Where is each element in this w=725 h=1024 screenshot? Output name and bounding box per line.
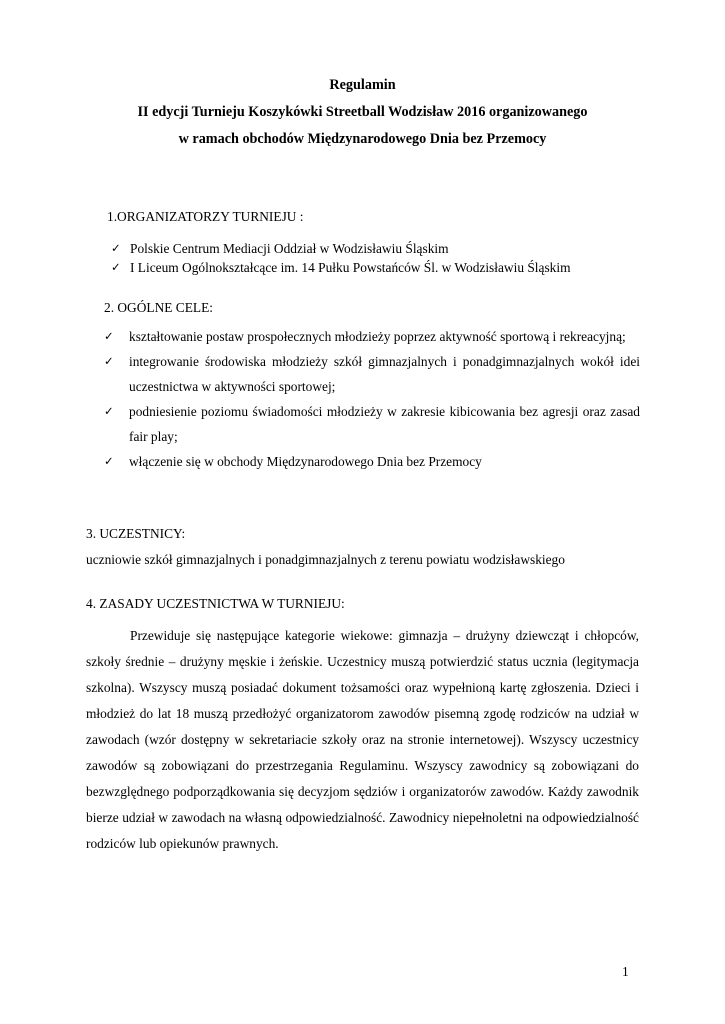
organizers-list — [111, 239, 671, 277]
checkmark-icon: ✓ — [104, 354, 114, 368]
list-item — [104, 324, 640, 349]
participants-text: uczniowie szkół gimnazjalnych i ponadgimnazjalnych z terenu powiatu wodzisławskiego — [86, 552, 565, 567]
list-item-text: włączenie się w obchody Międzynarodowego Dnia bez Przemocy — [129, 454, 482, 469]
list-item — [111, 239, 671, 258]
list-item-text: integrowanie środowiska młodzieży szkół gimnazjalnych i ponadgimnazjalnych wokół idei uczestnictwa w aktywności sportowej; — [129, 354, 640, 394]
list-item — [104, 349, 640, 399]
title-line-3: w ramach obchodów Międzynarodowego Dnia bez Przemocy — [178, 131, 547, 147]
list-item — [104, 399, 640, 449]
title-line-1: Regulamin — [329, 77, 396, 93]
list-item — [111, 258, 671, 277]
page-number: 1 — [622, 964, 629, 979]
checkmark-icon: ✓ — [104, 404, 114, 418]
list-item — [104, 449, 640, 474]
list-item-text: kształtowanie postaw prospołecznych młodzieży poprzez aktywność sportową i rekreacyjną; — [129, 329, 626, 344]
checkmark-icon: ✓ — [111, 260, 121, 274]
goals-heading: 2. OGÓLNE CELE: — [104, 300, 213, 315]
checkmark-icon: ✓ — [104, 454, 114, 468]
participants-heading: 3. UCZESTNICY: — [86, 526, 186, 541]
checkmark-icon: ✓ — [104, 329, 114, 343]
list-item-text: I Liceum Ogólnokształcące im. 14 Pułku Powstańców Śl. w Wodzisławiu Śląskim — [130, 260, 571, 275]
rules-paragraph: Przewiduje się następujące kategorie wiekowe: gimnazja – drużyny dziewcząt i chłopców, szkoły średnie – drużyny męskie i żeńskie. Uczestnicy muszą potwierdzić status ucznia (legitymacja szkolna). Wszyscy muszą posiadać dokument tożsamości oraz wypełnioną kartę zgłoszenia. Dzieci i młodzież do lat 18 muszą przedłożyć organizatorom zawodów pisemną zgodę rodziców na udział w zawodach (wzór dostępny w sekretariacie szkoły oraz na stronie internetowej). Wszyscy uczestnicy zawodów są zobowiązani do przestrzegania Regulaminu. Wszyscy zawodnicy są zobowiązani do bezwzględnego podporządkowania się decyzjom sędziów i organizatorów zawodów. Każdy zawodnik bierze udział w zawodach na własną odpowiedzialność. Zawodnicy niepełnoletni na odpowiedzialność rodziców lub opiekunów prawnych. — [86, 628, 639, 851]
goals-list — [104, 324, 640, 474]
list-item-text: Polskie Centrum Mediacji Oddział w Wodzisławiu Śląskim — [130, 241, 449, 256]
title-line-2: II edycji Turnieju Koszykówki Streetball Wodzisław 2016 organizowanego — [137, 104, 588, 120]
document-title — [0, 72, 725, 153]
rules-heading: 4. ZASADY UCZESTNICTWA W TURNIEJU: — [86, 596, 345, 611]
list-item-text: podniesienie poziomu świadomości młodzieży w zakresie kibicowania bez agresji oraz zasad fair play; — [129, 404, 640, 444]
checkmark-icon: ✓ — [111, 241, 121, 255]
organizers-heading: 1.ORGANIZATORZY TURNIEJU : — [107, 209, 304, 224]
